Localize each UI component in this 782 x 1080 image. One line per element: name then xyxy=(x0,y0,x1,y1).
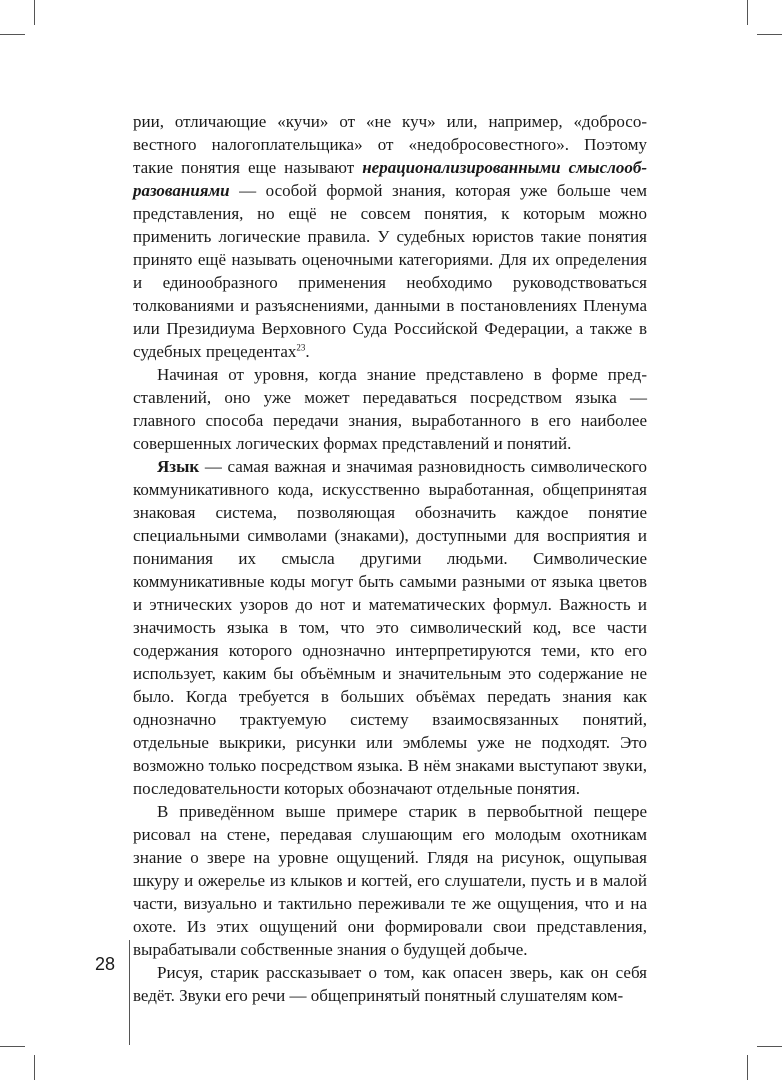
text-run: Начиная от уровня, когда знание представлено в форме представлений, оно уже может передаваться посредством языка — главного способа передачи знания, выработанного в его наиболее совершенных логических формах представлений и понятий. xyxy=(133,365,647,453)
text-run: . xyxy=(305,342,310,361)
paragraph xyxy=(133,961,647,1007)
paragraph xyxy=(133,363,647,455)
crop-mark-right-upper xyxy=(757,34,782,35)
defined-term: нерационализированными смыслообразованиями xyxy=(133,158,647,200)
crop-mark-right-lower xyxy=(757,1046,782,1047)
crop-mark-left-lower xyxy=(0,1046,25,1047)
page-number: 28 xyxy=(95,954,116,974)
text-run: рии, отличающие «кучи» от «не куч» или, например, «добросовестного налогоплательщика» от «недобросовестного». Поэтому такие понятия еще называют xyxy=(133,112,647,177)
text-run: — особой формой знания, которая уже больше чем представления, но ещё не совсем понятия, к которым можно применить логические правила. У судебных юристов такие понятия принято ещё называть оценочными категориями. Для их определения и единообразного применения необходимо руководствоваться толкованиями и разъяснениями, данными в постановлениях Пленума или Президиума Верховного Суда Российской Федерации, а также в судебных прецедентах xyxy=(133,181,647,361)
paragraph xyxy=(133,455,647,800)
body-text xyxy=(133,110,647,1007)
paragraph xyxy=(133,110,647,363)
text-run: — самая важная и значимая разновидность символического коммуникативного кода, искусственно выработанная, общепринятая знаковая система, позволяющая обозначить каждое понятие специальными символами (знаками), доступными для восприятия и понимания их смысла другими людьми. Символические коммуникативные коды могут быть самыми разными от языка цветов и этнических узоров до нот и математических формул. Важность и значимость языка в том, что это символический код, все части содержания которого однозначно интерпретируются теми, кто его использует, каким бы объёмным и значительным это содержание не было. Когда требуется в больших объёмах передать знания как однозначно трактуемую систему взаимосвязанных понятий, отдельные выкрики, рисунки или эмблемы уже не подходят. Это возможно только посредством языка. В нём знаками выступают звуки, последовательности которых обозначают отдельные понятия. xyxy=(133,457,647,798)
text-run: В приведённом выше примере старик в первобытной пещере рисовал на стене, передавая слушающим его молодым охотникам знание о звере на уровне ощущений. Глядя на рисунок, ощупывая шкуру и ожерелье из клыков и когтей, его слушатели, пусть и в малой части, визуально и тактильно переживали те же ощущения, что и на охоте. Из этих ощущений они формировали свои представления, вырабатывали собственные знания о будущей добыче. xyxy=(133,802,647,959)
paragraph xyxy=(133,800,647,961)
footnote-ref: 23 xyxy=(296,342,306,353)
crop-mark-top-right xyxy=(747,0,748,25)
text-run: Рисуя, старик рассказывает о том, как опасен зверь, как он себя ведёт. Звуки его речи — общепринятый понятный слушателям ком- xyxy=(133,963,647,1005)
crop-mark-top-left xyxy=(34,0,35,25)
crop-mark-bottom-left xyxy=(34,1055,35,1080)
crop-mark-bottom-right xyxy=(747,1055,748,1080)
margin-rule xyxy=(129,940,130,1045)
defined-term: Язык xyxy=(157,457,200,476)
crop-mark-left-upper xyxy=(0,34,25,35)
